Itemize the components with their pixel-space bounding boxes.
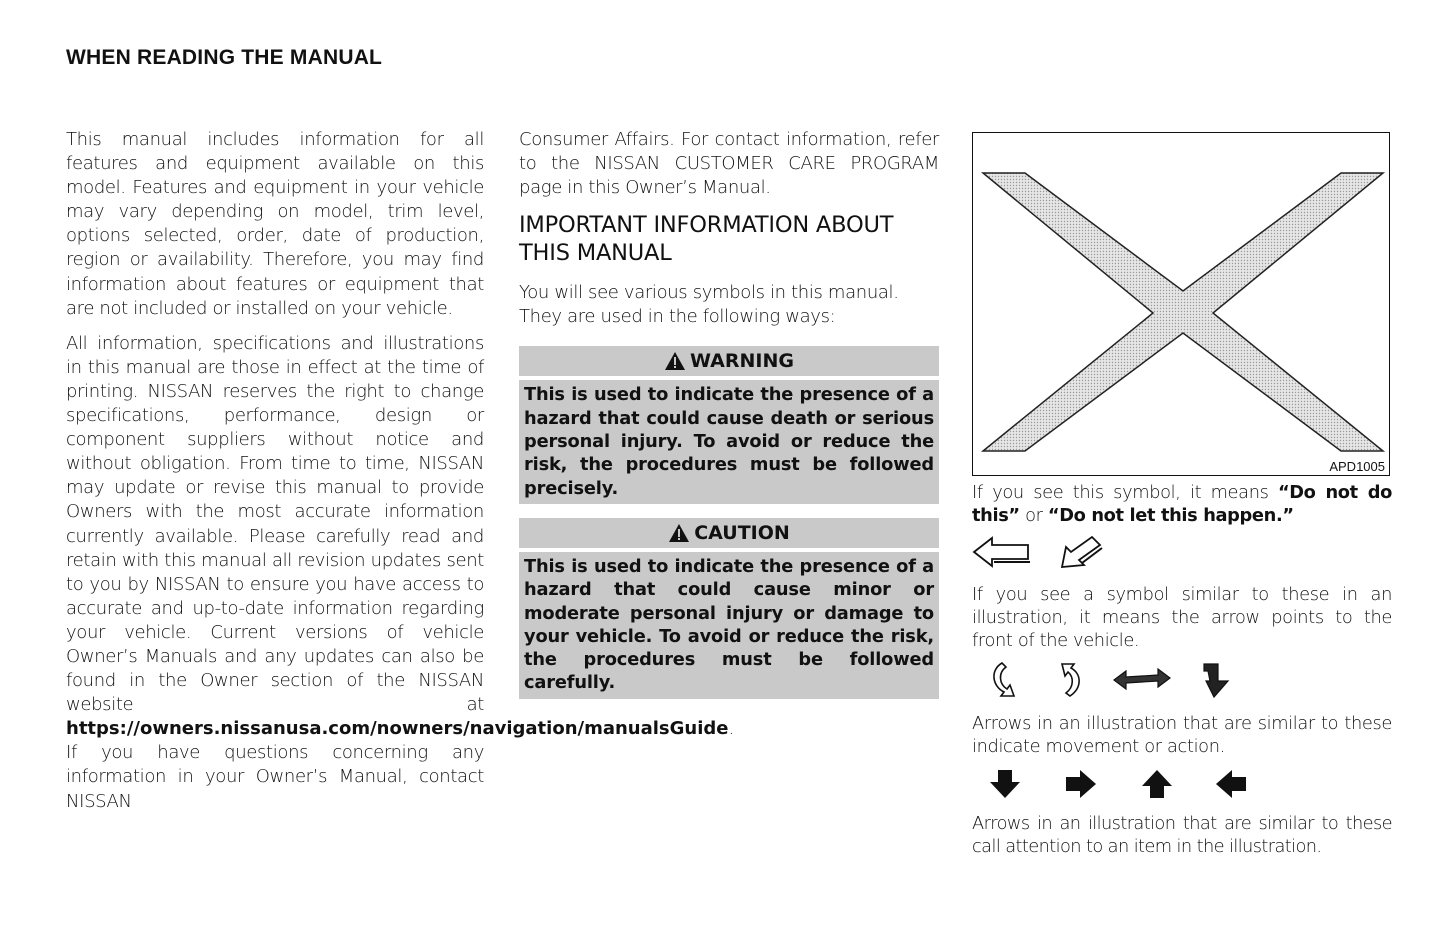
caution-triangle-icon bbox=[668, 523, 690, 543]
warning-triangle-icon bbox=[664, 351, 686, 371]
warning-label: WARNING bbox=[690, 350, 794, 373]
paragraph-symbols-intro: You will see various symbols in this manual. They are used in the following ways: bbox=[519, 282, 899, 328]
caution-label: CAUTION bbox=[694, 521, 790, 544]
arrow-down-left-outline-icon bbox=[1058, 533, 1106, 575]
double-arrow-icon bbox=[1112, 668, 1172, 696]
arrow-left-solid-icon bbox=[1214, 768, 1248, 804]
warning-text: This is used to indicate the presence of a hazard that could cause death or serious personal injury. To avoid or reduce the risk, the procedures must be followed precisely. bbox=[519, 380, 939, 503]
movement-arrows-row bbox=[972, 660, 1392, 704]
attention-arrows-row bbox=[972, 768, 1392, 804]
caution-box bbox=[519, 518, 939, 699]
caution-text: This is used to indicate the presence of a hazard that could cause minor or moderate personal injury or damage to your vehicle. To avoid or reduce the risk, the procedures must be followed carefully. bbox=[519, 552, 939, 699]
arrow-left-outline-icon bbox=[972, 535, 1032, 573]
arrow-right-solid-icon bbox=[1064, 768, 1098, 804]
paragraph-features: This manual includes information for all features and equipment available on this model. Features and equipment in your vehicle may vary depending on model, trim level, options selected, order, date of production, region or availability. Therefore, you may find information about features or equipment that are not included or installed on your vehicle. bbox=[66, 129, 484, 319]
paragraph-specifications: All information, specifications and illustrations in this manual are those in effect at the time of printing. NISSAN reserves the right to change specifications, performance, design or component suppliers without notice and without obligation. From time to time, NISSAN may update or revise this manual to provide Owners with the most accurate information currently available. Please carefully read and retain with this manual all revision updates sent to you by NISSAN to ensure you have access to accurate and up-to-date information regarding your vehicle. Current versions of vehicle Owner’s Manuals and any updates can also be found in the Owner section of the NISSAN website at https://owners.nissanusa.com/nowners/navigation/manualsGuide. If you have questions concerning any information in your Owner’s Manual, contact NISSAN bbox=[66, 332, 734, 812]
manuals-link[interactable]: https://owners.nissanusa.com/nowners/navigation/manualsGuide bbox=[66, 718, 729, 740]
subheading-important-info: IMPORTANT INFORMATION ABOUT THIS MANUAL bbox=[519, 212, 894, 267]
paragraph-consumer-affairs: Consumer Affairs. For contact information, refer to the NISSAN CUSTOMER CARE PROGRAM page in this Owner’s Manual. bbox=[519, 129, 939, 199]
paragraph-do-not: If you see this symbol, it means “Do not do this” or “Do not let this happen.” bbox=[972, 482, 1392, 526]
paragraph-front-arrow: If you see a symbol similar to these in an illustration, it means the arrow points to the front of the vehicle. bbox=[972, 584, 1392, 651]
warning-box bbox=[519, 346, 939, 503]
curved-arrow-up-icon bbox=[1056, 660, 1086, 704]
arrow-down-solid-icon bbox=[988, 768, 1022, 804]
caution-header bbox=[519, 518, 939, 548]
bent-arrow-down-icon bbox=[1198, 661, 1234, 703]
paragraph-movement: Arrows in an illustration that are similar to these indicate movement or action. bbox=[972, 713, 1392, 757]
figure-code: APD1005 bbox=[1329, 459, 1385, 474]
column-3 bbox=[972, 132, 1392, 869]
arrow-up-solid-icon bbox=[1140, 768, 1174, 804]
front-arrows-row bbox=[972, 533, 1392, 575]
do-not-x-icon bbox=[973, 133, 1391, 477]
curved-arrow-down-icon bbox=[988, 660, 1022, 704]
section-header: WHEN READING THE MANUAL bbox=[66, 46, 383, 69]
paragraph-attention: Arrows in an illustration that are similar to these call attention to an item in the illustration. bbox=[972, 813, 1392, 857]
do-not-figure bbox=[972, 132, 1390, 476]
warning-header bbox=[519, 346, 939, 376]
column-2 bbox=[519, 128, 939, 713]
